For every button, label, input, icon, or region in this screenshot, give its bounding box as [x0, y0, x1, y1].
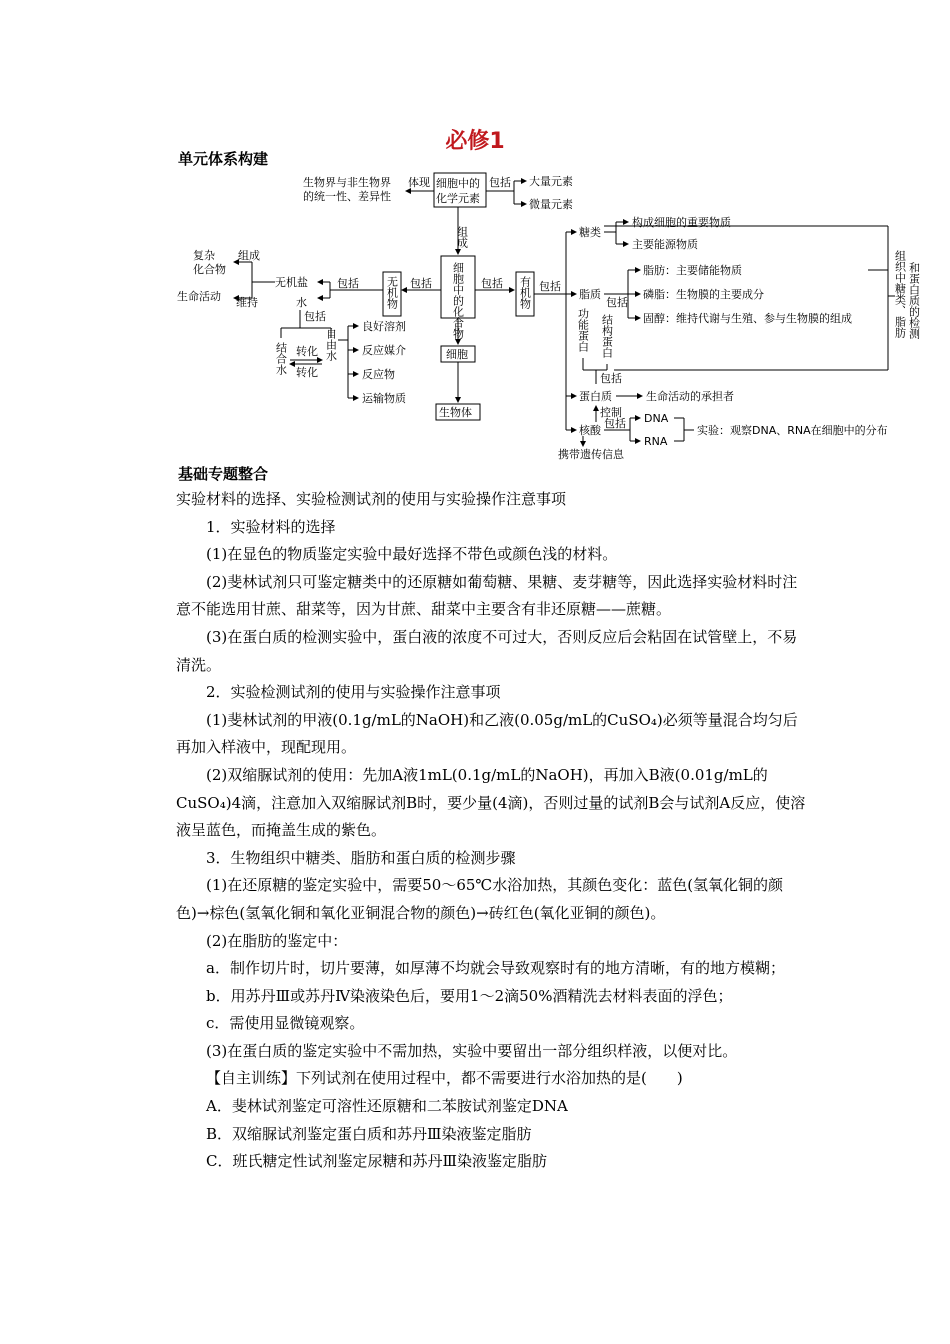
- main-content: [176, 486, 806, 1176]
- zucheng-label: 组成: [455, 226, 469, 248]
- organism-box-text: 生物体: [439, 406, 472, 419]
- kongzhi-label: 控制: [600, 406, 622, 419]
- elements-box-text-1: 细胞中的: [436, 177, 480, 190]
- subheading-3: 3．生物组织中糖类、脂肪和蛋白质的检测步骤: [206, 848, 516, 867]
- paragraph-1-3: (3)在蛋白质的检测实验中，蛋白液的浓度不可过大，否则反应后会粘固在试管壁上，不易清洗。: [176, 627, 798, 674]
- page-title: 必修1: [445, 129, 505, 154]
- functional-protein: 功能蛋白: [576, 308, 590, 352]
- option-b: B．双缩脲试剂鉴定蛋白质和苏丹Ⅲ染液鉴定脂肪: [206, 1124, 532, 1143]
- subheading-1: 1．实验材料的选择: [206, 517, 336, 536]
- complex-compound-2: 化合物: [193, 263, 226, 276]
- baokuo-label-8: 包括: [600, 372, 622, 385]
- section-heading-structure: 单元体系构建: [178, 150, 269, 168]
- elements-box-text-2: 化学元素: [436, 192, 480, 205]
- unity-text-1: 生物界与非生物界: [303, 176, 391, 189]
- paragraph-3-2: (2)在脂肪的鉴定中：: [206, 931, 348, 950]
- free-water-role-3: 反应物: [362, 368, 395, 381]
- sugar-role-2: 主要能源物质: [632, 238, 698, 251]
- option-c: C．班氏糖定性试剂鉴定尿糖和苏丹Ⅲ染液鉴定脂肪: [206, 1152, 547, 1171]
- structural-protein: 结构蛋白: [600, 314, 614, 358]
- lipid-text: 脂质: [579, 288, 601, 301]
- detection-text-1: 组织中糖类、脂肪: [893, 250, 907, 338]
- zhuanhua-label-2: 转化: [296, 366, 318, 379]
- baokuo-label-6: 包括: [539, 280, 561, 293]
- inorganic-box-text: 无机物: [385, 276, 399, 309]
- cell-box-text: 细胞: [446, 348, 468, 361]
- water-text: 水: [296, 296, 307, 309]
- nucleic-acid-text: 核酸: [579, 424, 601, 437]
- free-water-role-1: 良好溶剂: [362, 320, 406, 333]
- section-heading-integration: 基础专题整合: [178, 465, 269, 483]
- baokuo-label-4: 包括: [304, 310, 326, 323]
- major-elements: 大量元素: [529, 175, 573, 188]
- protein-role: 生命活动的承担者: [646, 390, 734, 403]
- sugar-text: 糖类: [579, 226, 601, 239]
- paragraph-1-1: (1)在显色的物质鉴定实验中最好选择不带色或颜色浅的材料。: [206, 545, 618, 564]
- concept-map-diagram: [0, 0, 950, 470]
- baokuo-label-5: 包括: [481, 277, 503, 290]
- complex-compound-1: 复杂: [193, 249, 215, 262]
- zhuanhua-label-1: 转化: [296, 345, 318, 358]
- dna-text: DNA: [644, 412, 669, 425]
- life-activity-text: 生命活动: [177, 290, 221, 303]
- baokuo-label-7: 包括: [606, 296, 628, 309]
- baokuo-label-9: 包括: [604, 417, 626, 430]
- free-water: 自由水: [324, 328, 338, 361]
- unity-text-2: 的统一性、差异性: [303, 190, 391, 203]
- trace-elements: 微量元素: [529, 198, 573, 211]
- lipid-type-2: 磷脂：生物膜的主要成分: [643, 288, 764, 301]
- intro-text: 实验材料的选择、实验检测试剂的使用与实验操作注意事项: [176, 490, 567, 508]
- weichi-label: 维持: [236, 296, 258, 309]
- genetic-info-text: 携带遗传信息: [558, 448, 624, 461]
- free-water-role-2: 反应媒介: [362, 344, 406, 357]
- experiment-text: 实验：观察DNA、RNA在细胞中的分布: [697, 424, 888, 437]
- paragraph-1-2: (2)斐林试剂只可鉴定糖类中的还原糖如葡萄糖、果糖、麦芽糖等，因此选择实验材料时注意不能选用甘蔗、甜菜等，因为甘蔗、甜菜中主要含有非还原糖——蔗糖。: [176, 572, 798, 619]
- paragraph-2-1: (1)斐林试剂的甲液(0.1g/mL的NaOH)和乙液(0.05g/mL的CuSO₄)必须等量混合均匀后再加入样液中，现配现用。: [176, 710, 798, 757]
- inorganic-salt: 无机盐: [275, 276, 308, 289]
- baokuo-label-3: 包括: [337, 277, 359, 290]
- organic-box-text: 有机物: [518, 276, 532, 309]
- zucheng-label-2: 组成: [238, 249, 260, 262]
- paragraph-3-1: (1)在还原糖的鉴定实验中，需要50～65℃水浴加热，其颜色变化：蓝色(氢氧化铜的颜色)→棕色(氢氧化铜和氧化亚铜混合物的颜色)→砖红色(氧化亚铜的颜色)。: [176, 876, 784, 922]
- compounds-box-text: 细胞中的化合物: [451, 262, 465, 339]
- paragraph-3-2b: b．用苏丹Ⅲ或苏丹Ⅳ染液染色后，要用1～2滴50%酒精洗去材料表面的浮色；: [206, 986, 733, 1005]
- baokuo-label-1: 包括: [489, 176, 511, 189]
- paragraph-3-3: (3)在蛋白质的鉴定实验中不需加热，实验中要留出一部分组织样液，以便对比。: [206, 1041, 738, 1060]
- paragraph-2-2: (2)双缩脲试剂的使用：先加A液1mL(0.1g/mL的NaOH)，再加入B液(0.01g/mL的CuSO₄)4滴，注意加入双缩脲试剂B时，要少量(4滴)，否则过量的试剂B会与试剂A反应，使溶液呈蓝色，而掩盖生成的紫色。: [176, 765, 806, 840]
- lipid-type-1: 脂肪：主要储能物质: [643, 264, 742, 277]
- bound-water: 结合水: [274, 342, 288, 375]
- detection-text-2: 和蛋白质的检测: [907, 262, 921, 339]
- subheading-2: 2．实验检测试剂的使用与实验操作注意事项: [206, 683, 501, 702]
- free-water-role-4: 运输物质: [362, 392, 406, 405]
- baokuo-label-2: 包括: [410, 277, 432, 290]
- option-a: A．斐林试剂鉴定可溶性还原糖和二苯胺试剂鉴定DNA: [206, 1097, 568, 1116]
- sugar-role-1: 构成细胞的重要物质: [632, 216, 731, 229]
- paragraph-3-2c: c．需使用显微镜观察。: [206, 1014, 365, 1033]
- lipid-type-3: 固醇：维持代谢与生殖、参与生物膜的组成: [643, 312, 852, 325]
- paragraph-3-2a: a．制作切片时，切片要薄，如厚薄不均就会导致观察时有的地方清晰，有的地方模糊；: [206, 959, 785, 978]
- exercise-question: 【自主训练】下列试剂在使用过程中，都不需要进行水浴加热的是( ): [206, 1069, 683, 1088]
- tixian-label: 体现: [408, 176, 430, 189]
- protein-text: 蛋白质: [579, 390, 612, 403]
- rna-text: RNA: [644, 435, 668, 448]
